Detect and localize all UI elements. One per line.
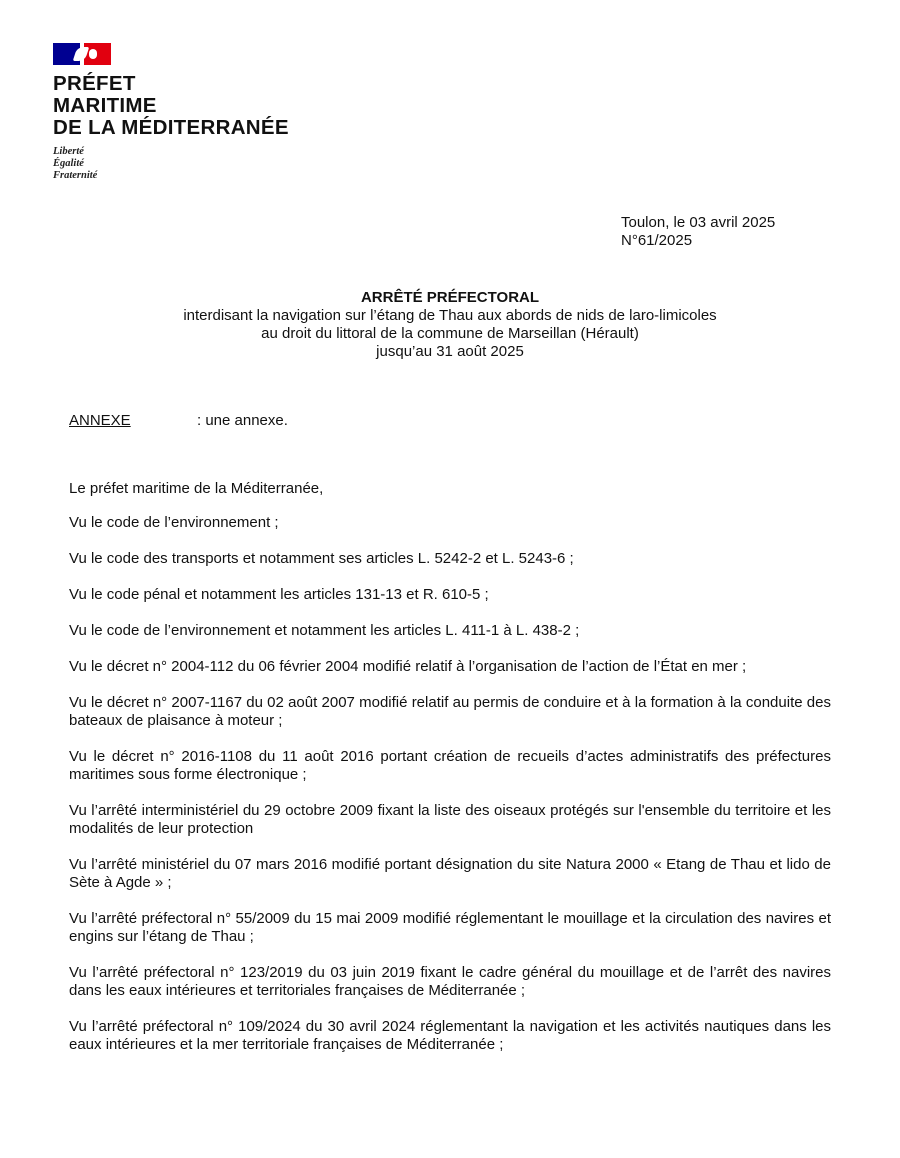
decree-body [69,480,831,1072]
flag-marianne-hair [89,49,97,59]
vu-paragraph: Vu le code de l’environnement et notamment les articles L. 411-1 à L. 438-2 ; [69,622,580,639]
vu-paragraph: Vu l’arrêté préfectoral n° 55/2009 du 15 mai 2009 modifié réglementant le mouillage et la circulation des navires et engins sur l’étang de Thau ; [69,910,831,945]
vu-paragraph: Vu l’arrêté interministériel du 29 octobre 2009 fixant la liste des oiseaux protégés sur l'ensemble du territoire et les modalités de leur protection [69,802,831,837]
administration-name [53,73,353,139]
decree-heading: ARRÊTÉ PRÉFECTORAL [360,289,540,306]
vu-paragraph: Vu le code pénal et notamment les articles 131-13 et R. 610-5 ; [69,586,489,603]
annex-line [69,412,829,430]
administration-name-line: PRÉFET [53,72,136,95]
decree-subject-line: jusqu’au 31 août 2025 [376,343,524,360]
vu-paragraph: Vu le code des transports et notamment ses articles L. 5242-2 et L. 5243-6 ; [69,550,574,567]
vu-paragraph: Vu le décret n° 2016-1108 du 11 août 2016 portant création de recueils d’actes administratifs des préfectures maritimes sous forme électronique ; [69,748,831,783]
administration-name-line: MARITIME [53,94,157,117]
vu-paragraph: Vu l’arrêté préfectoral n° 123/2019 du 03 juin 2019 fixant le cadre général du mouillage et de l’arrêt des navires dans les eaux intérieures et territoriales françaises de Méditerranée ; [69,964,831,999]
vu-paragraph: Vu l’arrêté préfectoral n° 109/2024 du 30 avril 2024 réglementant la navigation et les activités nautiques dans les eaux intérieures et la mer territoriale françaises de Méditerranée ; [69,1018,831,1053]
motto-line: Égalité [53,158,84,169]
decree-title-block [0,289,900,361]
letterhead [53,43,353,182]
vu-paragraph: Vu le décret n° 2004-112 du 06 février 2004 modifié relatif à l’organisation de l’action de l’État en mer ; [69,658,747,675]
decree-subject-line: interdisant la navigation sur l’étang de Thau aux abords de nids de laro-limicoles [183,307,717,324]
motto-line: Fraternité [53,170,98,181]
motto-line: Liberté [53,146,84,157]
place-date: Toulon, le 03 avril 2025 [621,214,776,231]
marianne-flag-logo [53,43,111,65]
vu-paragraph: Vu le code de l’environnement ; [69,514,279,531]
reference-number: N°61/2025 [621,232,693,249]
vu-paragraph: Vu le décret n° 2007-1167 du 02 août 2007 modifié relatif au permis de conduire et à la formation à la conduite des bateaux de plaisance à moteur ; [69,694,831,729]
place-and-date-block [621,214,775,250]
annex-text: : une annexe. [197,412,288,429]
administration-name-line: DE LA MÉDITERRANÉE [53,116,289,139]
republic-motto [53,146,353,182]
vu-paragraph: Vu l’arrêté ministériel du 07 mars 2016 modifié portant désignation du site Natura 2000 « Etang de Thau et lido de Sète à Agde » ; [69,856,831,891]
decree-subject-line: au droit du littoral de la commune de Marseillan (Hérault) [261,325,639,342]
intro-paragraph: Le préfet maritime de la Méditerranée, [69,480,324,497]
annex-label: ANNEXE [69,412,131,429]
